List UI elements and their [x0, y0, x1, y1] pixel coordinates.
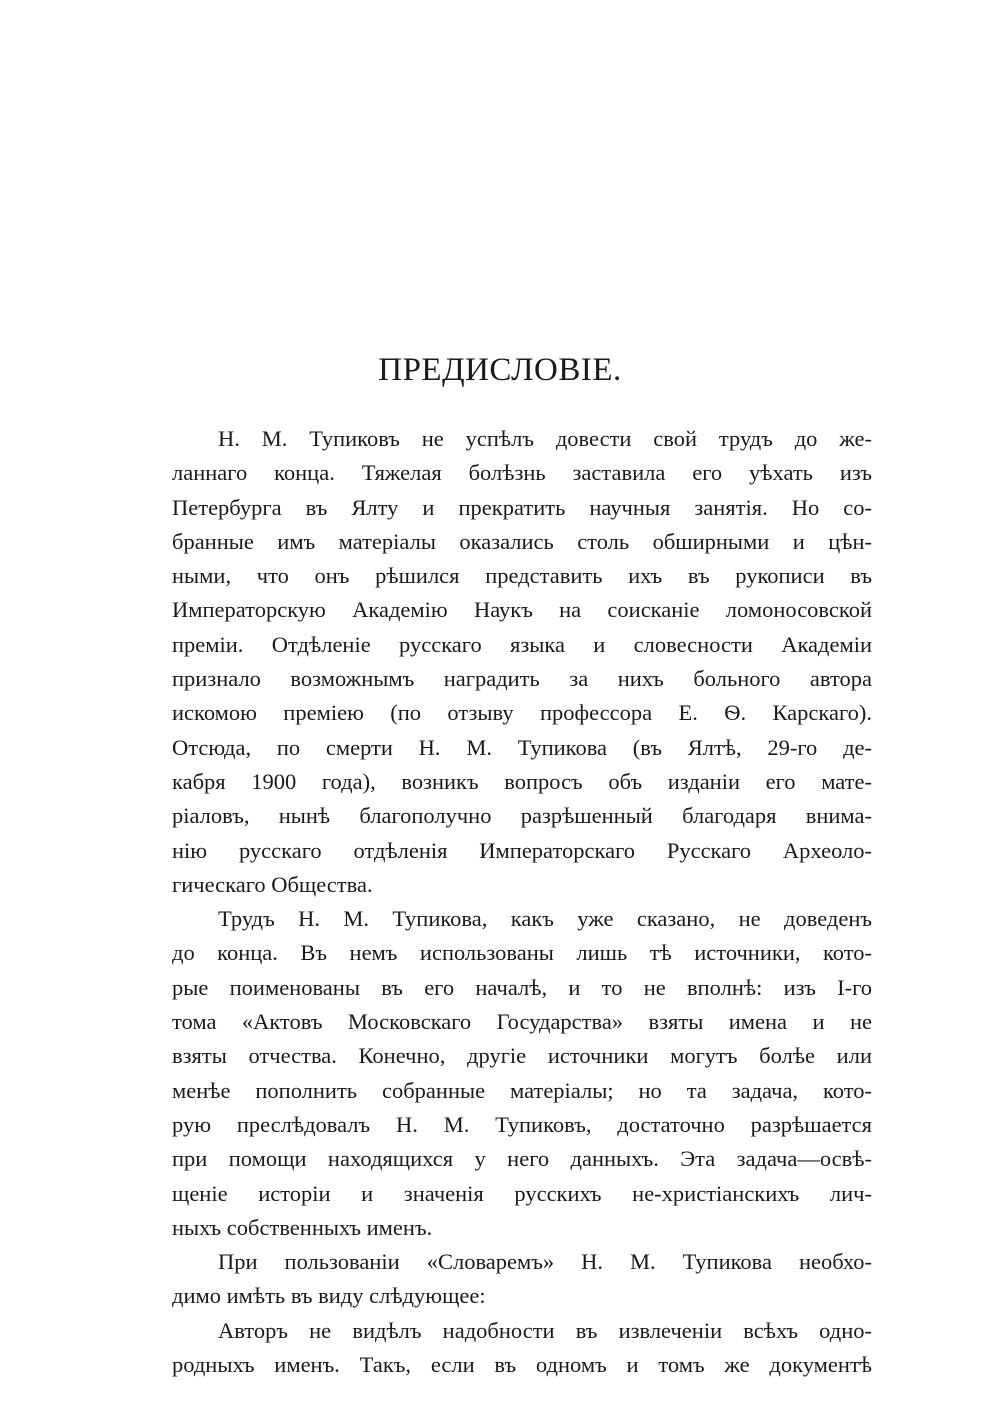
page-title: ПРЕДИСЛОВІЕ. — [378, 352, 622, 388]
text-line: при помощи находящихся у него данныхъ. Эта задача—освѣ- — [172, 1146, 872, 1172]
text-line: бранные имъ матеріалы оказались столь обширными и цѣн- — [172, 528, 872, 554]
text-line: ланнаго конца. Тяжелая болѣзнь заставила его уѣхать изъ — [172, 460, 872, 486]
text-line: преміи. Отдѣленіе русскаго языка и словесности Академіи — [172, 631, 872, 657]
text-line: кабря 1900 года), возникъ вопросъ объ изданіи его мате- — [172, 768, 872, 794]
text-line: нію русскаго отдѣленія Императорскаго Русскаго Археоло- — [172, 837, 872, 863]
text-line: Авторъ не видѣлъ надобности въ извлеченіи всѣхъ одно- — [218, 1317, 872, 1343]
text-line: искомою преміею (по отзыву профессора Е. Ѳ. Карскаго). — [172, 700, 872, 726]
text-line: до конца. Въ немъ использованы лишь тѣ источники, кото- — [172, 940, 872, 966]
preface-text — [172, 422, 872, 1382]
text-line: тома «Актовъ Московскаго Государства» взяты имена и не — [172, 1009, 872, 1035]
text-line: гическаго Общества. — [172, 871, 373, 897]
text-line: Императорскую Академію Наукъ на соисканіе ломоносовской — [172, 597, 872, 623]
text-line: менѣе пополнить собранные матеріалы; но та задача, кото- — [172, 1077, 872, 1103]
text-line: Отсюда, по смерти Н. М. Тупикова (въ Ялтѣ, 29-го де- — [172, 734, 872, 760]
text-line: Трудъ Н. М. Тупикова, какъ уже сказано, не доведенъ — [218, 906, 872, 932]
text-line: родныхъ именъ. Такъ, если въ одномъ и томъ же документѣ — [172, 1352, 872, 1378]
text-line: рые поименованы въ его началѣ, и то не вполнѣ: изъ I-го — [172, 974, 872, 1000]
text-line: ными, что онъ рѣшился представить ихъ въ рукописи въ — [172, 563, 872, 589]
text-line: При пользованіи «Словаремъ» Н. М. Тупикова необхо- — [218, 1249, 872, 1275]
text-line: признало возможнымъ наградить за нихъ больного автора — [172, 666, 872, 692]
text-line: рую преслѣдовалъ Н. М. Тупиковъ, достаточно разрѣшается — [172, 1111, 872, 1137]
text-line: димо имѣть въ виду слѣдующее: — [172, 1283, 486, 1309]
text-line: ныхъ собственныхъ именъ. — [172, 1214, 433, 1240]
text-line: щеніе исторіи и значенія русскихъ не-христіанскихъ лич- — [172, 1180, 872, 1206]
text-line: взяты отчества. Конечно, другіе источники могутъ болѣе или — [172, 1043, 872, 1069]
text-line: Петербурга въ Ялту и прекратить научныя занятія. Но со- — [172, 494, 872, 520]
text-line: ріаловъ, нынѣ благополучно разрѣшенный благодаря внима- — [172, 803, 872, 829]
text-line: Н. М. Тупиковъ не успѣлъ довести свой трудъ до же- — [218, 426, 872, 451]
